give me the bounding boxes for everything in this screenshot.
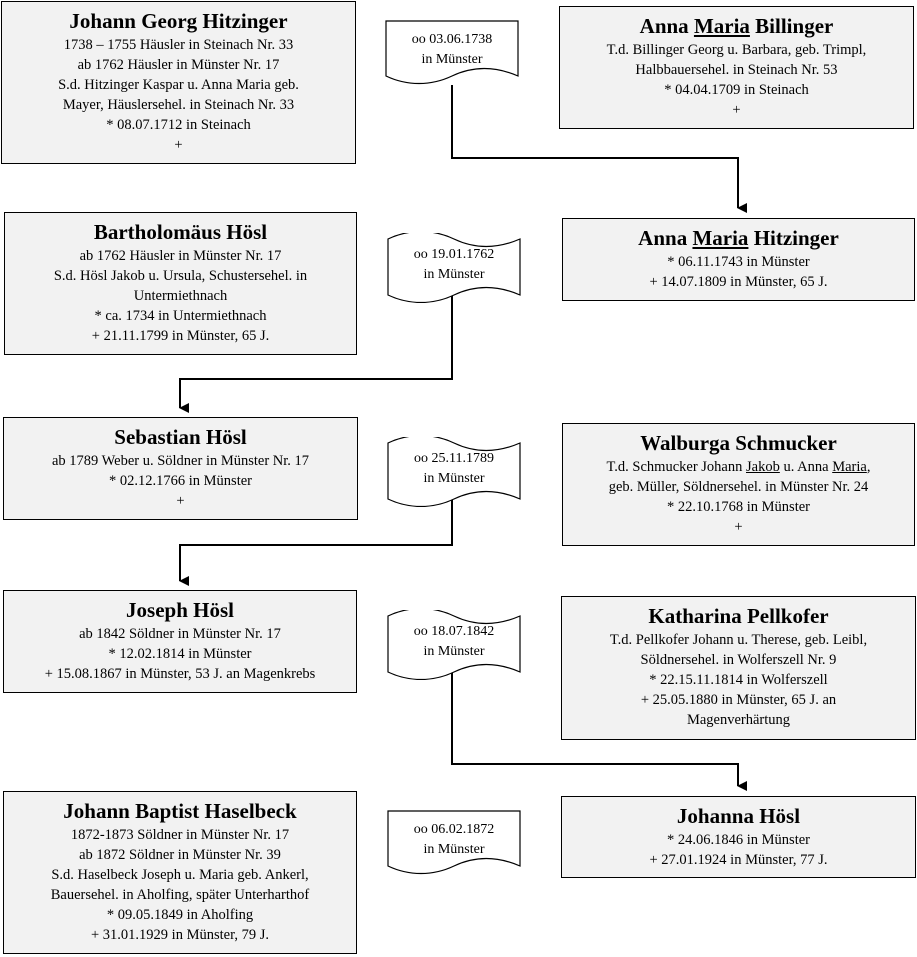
person-detail: ab 1872 Söldner in Münster Nr. 39	[79, 847, 281, 863]
person-name: Johanna Hösl	[676, 804, 801, 828]
person-detail: + 25.05.1880 in Münster, 65 J. an	[640, 692, 837, 708]
person-detail: 1872-1873 Söldner in Münster Nr. 17	[70, 827, 290, 843]
person-detail: * 09.05.1849 in Aholfing	[106, 907, 254, 923]
person-detail: Mayer, Häuslersehel. in Steinach Nr. 33	[62, 97, 295, 113]
person-detail: * 12.02.1814 in Münster	[108, 646, 252, 662]
person-detail: Halbbauersehel. in Steinach Nr. 53	[635, 62, 838, 78]
person-name: Anna Maria Hitzinger	[638, 226, 839, 250]
marriage-date: oo 25.11.1789	[414, 451, 494, 466]
person-detail: + 15.08.1867 in Münster, 53 J. an Magenkrebs	[44, 666, 316, 682]
marriage-date: oo 18.07.1842	[413, 624, 495, 639]
person-detail: ab 1762 Häusler in Münster Nr. 17	[77, 57, 280, 73]
person-detail: Untermiethnach	[133, 288, 228, 304]
person-detail: * 22.15.11.1814 in Wolferszell	[649, 672, 828, 688]
person-detail: * 04.04.1709 in Steinach	[664, 82, 809, 98]
person-detail: * 02.12.1766 in Münster	[109, 473, 252, 489]
person-detail: Bauersehel. in Aholfing, später Unterharthof	[50, 887, 310, 903]
person-detail: T.d. Schmucker Johann Jakob u. Anna Maria,	[606, 459, 871, 475]
person-detail: + 14.07.1809 in Münster, 65 J.	[649, 274, 828, 290]
person-detail: + 31.01.1929 in Münster, 79 J.	[91, 927, 269, 943]
person-detail: S.d. Hösl Jakob u. Ursula, Schustersehel. in	[53, 268, 308, 284]
person-detail: * 22.10.1768 in Münster	[667, 499, 810, 515]
person-detail: +	[734, 519, 743, 535]
person-name: Walburga Schmucker	[640, 431, 837, 455]
person-name: Joseph Hösl	[126, 598, 234, 622]
person-detail: * 24.06.1846 in Münster	[667, 832, 810, 848]
marriage-banner-1789	[387, 437, 521, 507]
person-detail: geb. Müller, Söldnersehel. in Münster Nr. 24	[608, 479, 869, 495]
person-box-katharina-pellkofer	[561, 596, 916, 740]
person-detail: T.d. Billinger Georg u. Barbara, geb. Trimpl,	[606, 42, 867, 58]
marriage-banner-1762	[387, 233, 521, 303]
person-detail: S.d. Hitzinger Kaspar u. Anna Maria geb.	[58, 77, 299, 93]
marriage-place: in Münster	[423, 267, 485, 282]
person-name: Johann Georg Hitzinger	[69, 9, 288, 33]
person-detail: ab 1842 Söldner in Münster Nr. 17	[79, 626, 281, 642]
person-detail: * 08.07.1712 in Steinach	[106, 117, 251, 133]
person-detail: + 21.11.1799 in Münster, 65 J.	[91, 328, 270, 344]
marriage-place: in Münster	[421, 52, 483, 67]
person-detail: * 06.11.1743 in Münster	[667, 254, 810, 270]
person-name: Bartholomäus Hösl	[93, 220, 268, 244]
marriage-place: in Münster	[423, 471, 485, 486]
marriage-date: oo 19.01.1762	[413, 247, 495, 262]
marriage-banner-1872	[387, 810, 521, 880]
person-box-bartholomaeus-hoesl	[4, 212, 357, 355]
person-box-joseph-hoesl	[3, 590, 357, 693]
person-detail: ab 1789 Weber u. Söldner in Münster Nr. 17	[51, 453, 310, 469]
person-name: Johann Baptist Haselbeck	[63, 799, 297, 823]
person-box-sebastian-hoesl	[3, 417, 358, 520]
person-box-johanna-hoesl	[561, 796, 916, 878]
person-detail: 1738 – 1755 Häusler in Steinach Nr. 33	[63, 37, 294, 53]
marriage-place: in Münster	[423, 842, 485, 857]
person-detail: Magenverhärtung	[686, 712, 791, 728]
marriage-place: in Münster	[423, 644, 485, 659]
person-name: Anna Maria Billinger	[639, 14, 834, 38]
marriage-date: oo 03.06.1738	[411, 32, 493, 47]
person-name: Katharina Pellkofer	[648, 604, 829, 628]
person-detail: Söldnersehel. in Wolferszell Nr. 9	[640, 652, 837, 668]
person-detail: +	[732, 102, 741, 118]
person-name: Sebastian Hösl	[114, 425, 247, 449]
marriage-banner-1842	[387, 610, 521, 680]
person-detail: * ca. 1734 in Untermiethnach	[94, 308, 267, 324]
marriage-date: oo 06.02.1872	[413, 822, 495, 837]
person-box-johann-baptist-haselbeck	[3, 791, 357, 954]
person-box-anna-maria-billinger	[559, 6, 914, 129]
person-detail: S.d. Haselbeck Joseph u. Maria geb. Ankerl,	[51, 867, 309, 883]
person-box-walburga-schmucker	[562, 423, 915, 546]
person-detail: + 27.01.1924 in Münster, 77 J.	[649, 852, 828, 868]
person-detail: T.d. Pellkofer Johann u. Therese, geb. Leibl,	[609, 632, 868, 648]
marriage-banner-1738	[385, 20, 519, 90]
person-detail: +	[176, 493, 185, 509]
person-box-anna-maria-hitzinger	[562, 218, 915, 301]
person-detail: +	[174, 137, 183, 153]
person-box-johann-georg-hitzinger	[1, 1, 356, 164]
person-detail: ab 1762 Häusler in Münster Nr. 17	[79, 248, 282, 264]
